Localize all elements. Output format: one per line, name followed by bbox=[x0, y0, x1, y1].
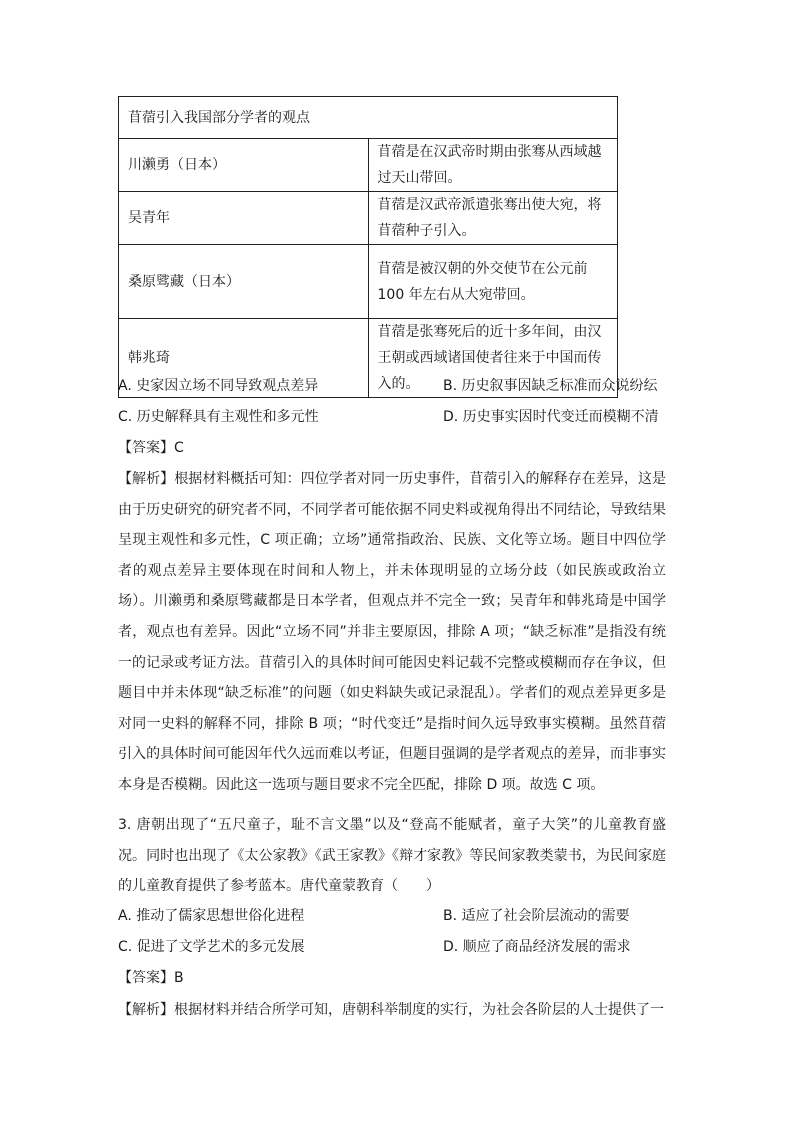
q3-option-c: C. 促进了文学艺术的多元发展 bbox=[118, 939, 305, 955]
table-cell-scholar: 川濑勇（日本） bbox=[119, 139, 369, 192]
q3-analysis: 【解析】根据材料并结合所学可知，唐朝科举制度的实行，为社会各阶层的人士提供了一 bbox=[118, 1002, 664, 1018]
q2-option-d: D. 历史事实因时代变迁而模糊不清 bbox=[443, 409, 659, 425]
q2-option-c: C. 历史解释具有主观性和多元性 bbox=[118, 409, 319, 425]
q3-option-a: A. 推动了儒家思想世俗化进程 bbox=[118, 908, 305, 924]
q3-answer: 【答案】B bbox=[118, 970, 184, 986]
q3-stem: 3. 唐朝出现了“五尺童子，耻不言文墨”以及“登高不能赋者，童子大笑”的儿童教育盛况。同时也出现了《太公家教》《武王家教》《辩才家教》等民间家教类蒙书，为民间家庭的儿童教育提供了参考蓝本。唐代童蒙教育（ ） bbox=[118, 817, 666, 895]
table-cell-scholar: 韩兆琦 bbox=[119, 319, 369, 398]
table-cell-view: 苜蓿是张骞死后的近十多年间，由汉王朝或西域诸国使者往来于中国而传入的。 bbox=[368, 319, 618, 398]
table-cell-scholar: 吴青年 bbox=[119, 192, 369, 245]
scholars-views-table bbox=[118, 96, 618, 398]
table-cell-view: 苜蓿是被汉朝的外交使节在公元前 100 年左右从大宛带回。 bbox=[368, 245, 618, 319]
table-cell-view: 苜蓿是汉武帝派遣张骞出使大宛，将苜蓿种子引入。 bbox=[368, 192, 618, 245]
table-cell-scholar: 桑原骘藏（日本） bbox=[119, 245, 369, 319]
q3-option-b: B. 适应了社会阶层流动的需要 bbox=[443, 908, 630, 924]
table-header: 苜蓿引入我国部分学者的观点 bbox=[119, 97, 618, 139]
q2-option-a: A. 史家因立场不同导致观点差异 bbox=[118, 378, 319, 394]
q2-analysis: 【解析】根据材料概括可知：四位学者对同一历史事件，苜蓿引入的解释存在差异，这是由于历史研究的研究者不同，不同学者可能依据不同史料或视角得出不同结论，导致结果呈现主观性和多元性，C 项正确；立场”通常指政治、民族、文化等立场。题目中四位学者的观点差异主要体现在时间和人物上，并未体现明显的立场分歧（如民族或政治立场）。川濑勇和桑原骘藏都是日本学者，但观点并不完全一致；吴青年和韩兆琦是中国学者，观点也有差异。因此“立场不同”并非主要原因，排除 A 项；“缺乏标准”是指没有统一的记录或考证方法。苜蓿引入的具体时间可能因史料记载不完整或模糊而存在争议，但题目中并未体现“缺乏标准”的问题（如史料缺失或记录混乱）。学者们的观点差异更多是对同一史料的解释不同，排除 B 项；“时代变迁”是指时间久远导致事实模糊。虽然苜蓿引入的具体时间可能因年代久远而难以考证，但题目强调的是学者观点的差异，而非事实本身是否模糊。因此这一选项与题目要求不完全匹配，排除 D 项。故选 C 项。 bbox=[118, 471, 666, 793]
table-cell-view: 苜蓿是在汉武帝时期由张骞从西域越过天山带回。 bbox=[368, 139, 618, 192]
q2-answer: 【答案】C bbox=[118, 440, 184, 456]
q2-option-b: B. 历史叙事因缺乏标准而众说纷纭 bbox=[443, 378, 658, 394]
q3-option-d: D. 顺应了商品经济发展的需求 bbox=[443, 939, 631, 955]
